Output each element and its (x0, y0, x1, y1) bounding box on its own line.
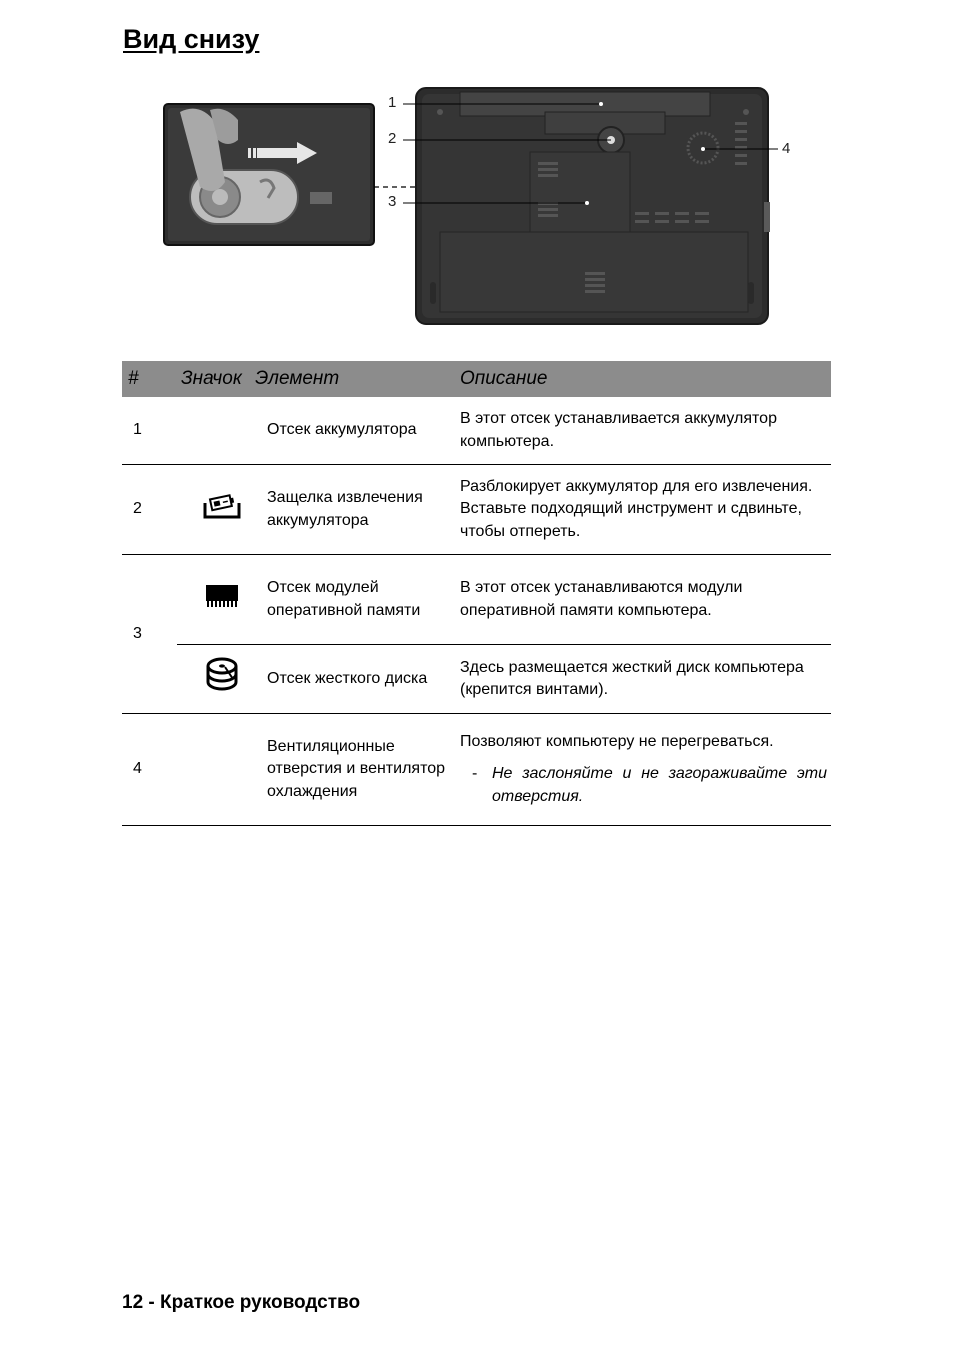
warning-note (460, 763, 827, 808)
table-row (122, 397, 831, 465)
battery-release-icon (202, 491, 242, 521)
row-element: Отсек аккумулятора (267, 397, 460, 465)
header-num: # (122, 361, 177, 397)
row-num: 4 (122, 714, 177, 826)
callout-4: 4 (782, 140, 791, 157)
table-row (122, 714, 831, 826)
header-icon-element (177, 361, 460, 397)
callout-1: 1 (388, 94, 397, 111)
row-num: 2 (122, 465, 177, 555)
row-element: Отсек модулей оперативной памяти (267, 555, 460, 645)
note-text: Не заслоняйте и не загораживайте эти отверстия. (492, 765, 827, 805)
page-footer: 12 - Краткое руководство (122, 1292, 361, 1313)
row-description: Здесь размещается жесткий диск компьютера (крепится винтами). (460, 645, 831, 714)
header-icon: Значок (181, 367, 242, 389)
row-description-cell (460, 714, 831, 826)
note-dash: - (472, 765, 478, 783)
row-description: Разблокирует аккумулятор для его извлечения. Вставьте подходящий инструмент и сдвиньте, чтобы отпереть. (460, 465, 831, 555)
memory-module-icon (204, 583, 240, 609)
row-num: 1 (122, 397, 177, 465)
laptop-bottom-figure (160, 82, 800, 332)
components-table (122, 361, 831, 826)
row-element: Отсек жесткого диска (267, 645, 460, 714)
row-description: В этот отсек устанавливаются модули оперативной памяти компьютера. (460, 555, 831, 645)
row-num: 3 (122, 555, 177, 714)
row-description: Позволяют компьютеру не перегреваться. (460, 732, 774, 750)
header-description: Описание (460, 361, 831, 397)
latch-closeup-inset (164, 104, 374, 245)
callout-2: 2 (388, 130, 397, 147)
row-element: Вентиляционные отверстия и вентилятор охлаждения (267, 714, 460, 826)
row-icon (177, 397, 267, 465)
hard-disk-icon (205, 656, 239, 694)
callout-3: 3 (388, 193, 397, 210)
laptop-bottom-illustration (160, 82, 800, 332)
table-row (122, 645, 831, 714)
table-row (122, 555, 831, 645)
row-icon (177, 714, 267, 826)
table-row (122, 465, 831, 555)
page-title: Вид снизу (123, 24, 260, 54)
table-header-row (122, 361, 831, 397)
laptop-bottom-body (416, 88, 770, 324)
row-element: Защелка извлечения аккумулятора (267, 465, 460, 555)
header-element: Элемент (255, 367, 340, 389)
row-description: В этот отсек устанавливается аккумулятор компьютера. (460, 397, 831, 465)
